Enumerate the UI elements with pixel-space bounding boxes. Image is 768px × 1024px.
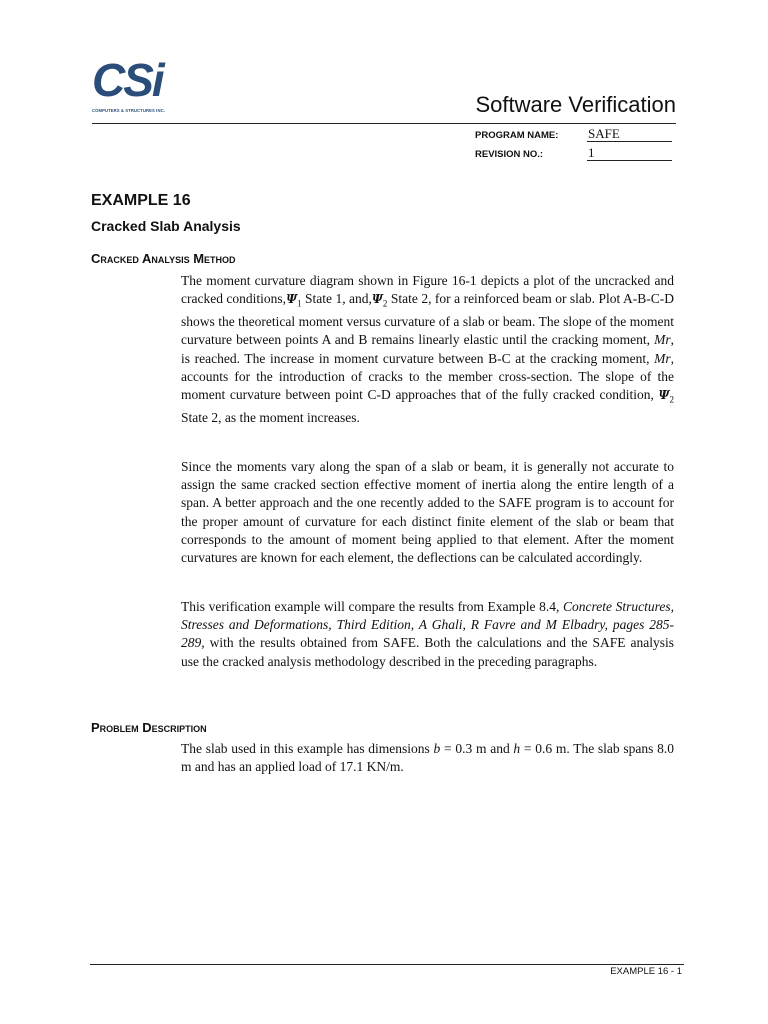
mr-symbol: Mr <box>654 350 671 366</box>
program-name-label: PROGRAM NAME: <box>475 130 559 141</box>
document-title: Software Verification <box>475 92 676 117</box>
p1-text-3: State 2, for a reinforced beam or slab. Plot A-B-C-D shows the theoretical moment versus curvature of a slab or beam. The slope of the moment curvature between points A and B remains linearly elastic until the cracking moment, <box>181 291 674 348</box>
paragraph-problem <box>181 740 674 776</box>
program-name-value: SAFE <box>587 126 672 142</box>
section-heading-problem-description: Problem Description <box>91 720 207 735</box>
p4-text-2: = 0.3 m and <box>440 741 514 756</box>
p3-text-2: , with the results obtained from SAFE. Both the calculations and the SAFE analysis use the cracked analysis methodology described in the preceding paragraphs. <box>181 635 674 669</box>
p3-text-1: This verification example will compare the results from Example 8.4, <box>181 599 563 614</box>
revision-row <box>475 143 675 161</box>
p1-text-1: The moment curvature diagram shown in Figure 16-1 depicts a plot of the uncracked and cracked conditions, <box>181 273 674 307</box>
logo-subtext: COMPUTERS & STRUCTURES INC. <box>92 108 165 113</box>
csi-logo <box>92 56 178 118</box>
psi-symbol: Ψ <box>658 387 670 402</box>
section-heading-cracked-analysis: Cracked Analysis Method <box>91 251 236 266</box>
p1-text-6: State 2, as the moment increases. <box>181 409 360 425</box>
var-b: b <box>433 741 441 756</box>
paragraph-verification <box>181 598 674 671</box>
mr-symbol: Mr <box>654 332 671 348</box>
p1-text-2: State 1, and, <box>301 291 372 307</box>
reference-citation: Concrete Structures, Stresses and Deformations, Third Edition, A Ghali, R Favre and M Elbadry, pages 285-289 <box>181 599 674 651</box>
example-title: EXAMPLE 16 <box>91 192 191 209</box>
psi-symbol: Ψ <box>286 292 298 307</box>
example-subtitle: Cracked Slab Analysis <box>91 218 241 234</box>
p4-text-1: The slab used in this example has dimensions <box>181 741 434 756</box>
p1-text-5: , accounts for the introduction of cracks to the member cross-section. The slope of the moment curvature between point C-D approaches that of the fully cracked condition, <box>181 350 674 402</box>
var-h: h <box>513 741 521 756</box>
psi-subscript: 2 <box>382 298 388 309</box>
p4-text-3: = 0.6 m. The slab spans 8.0 m and has an applied load of 17.1 KN/m. <box>181 741 674 775</box>
psi-subscript: 1 <box>297 298 302 309</box>
revision-value: 1 <box>587 145 672 161</box>
psi-symbol: Ψ <box>371 292 383 307</box>
revision-label: REVISION NO.: <box>475 149 544 160</box>
page-number: EXAMPLE 16 - 1 <box>610 966 682 977</box>
logo-text: CSi <box>92 56 163 106</box>
csi-logo-graphic <box>92 56 178 106</box>
paragraph-moment-curvature <box>181 272 674 427</box>
p1-text-4: , is reached. The increase in moment curvature between B-C at the cracking moment, <box>181 332 674 366</box>
psi-subscript: 2 <box>669 394 674 405</box>
footer-divider <box>90 964 684 965</box>
program-name-row <box>475 124 675 142</box>
paragraph-span-moments: Since the moments vary along the span of a slab or beam, it is generally not accurate to assign the same cracked section effective moment of inertia along the entire length of a span. A better approach and the one recently added to the SAFE program is to account for the proper amount of curvature for each distinct finite element of the slab or beam that corresponds to the amount of moment being applied to that element. After the moment curvatures are known for each element, the deflections can be calculated accordingly. <box>181 459 674 566</box>
